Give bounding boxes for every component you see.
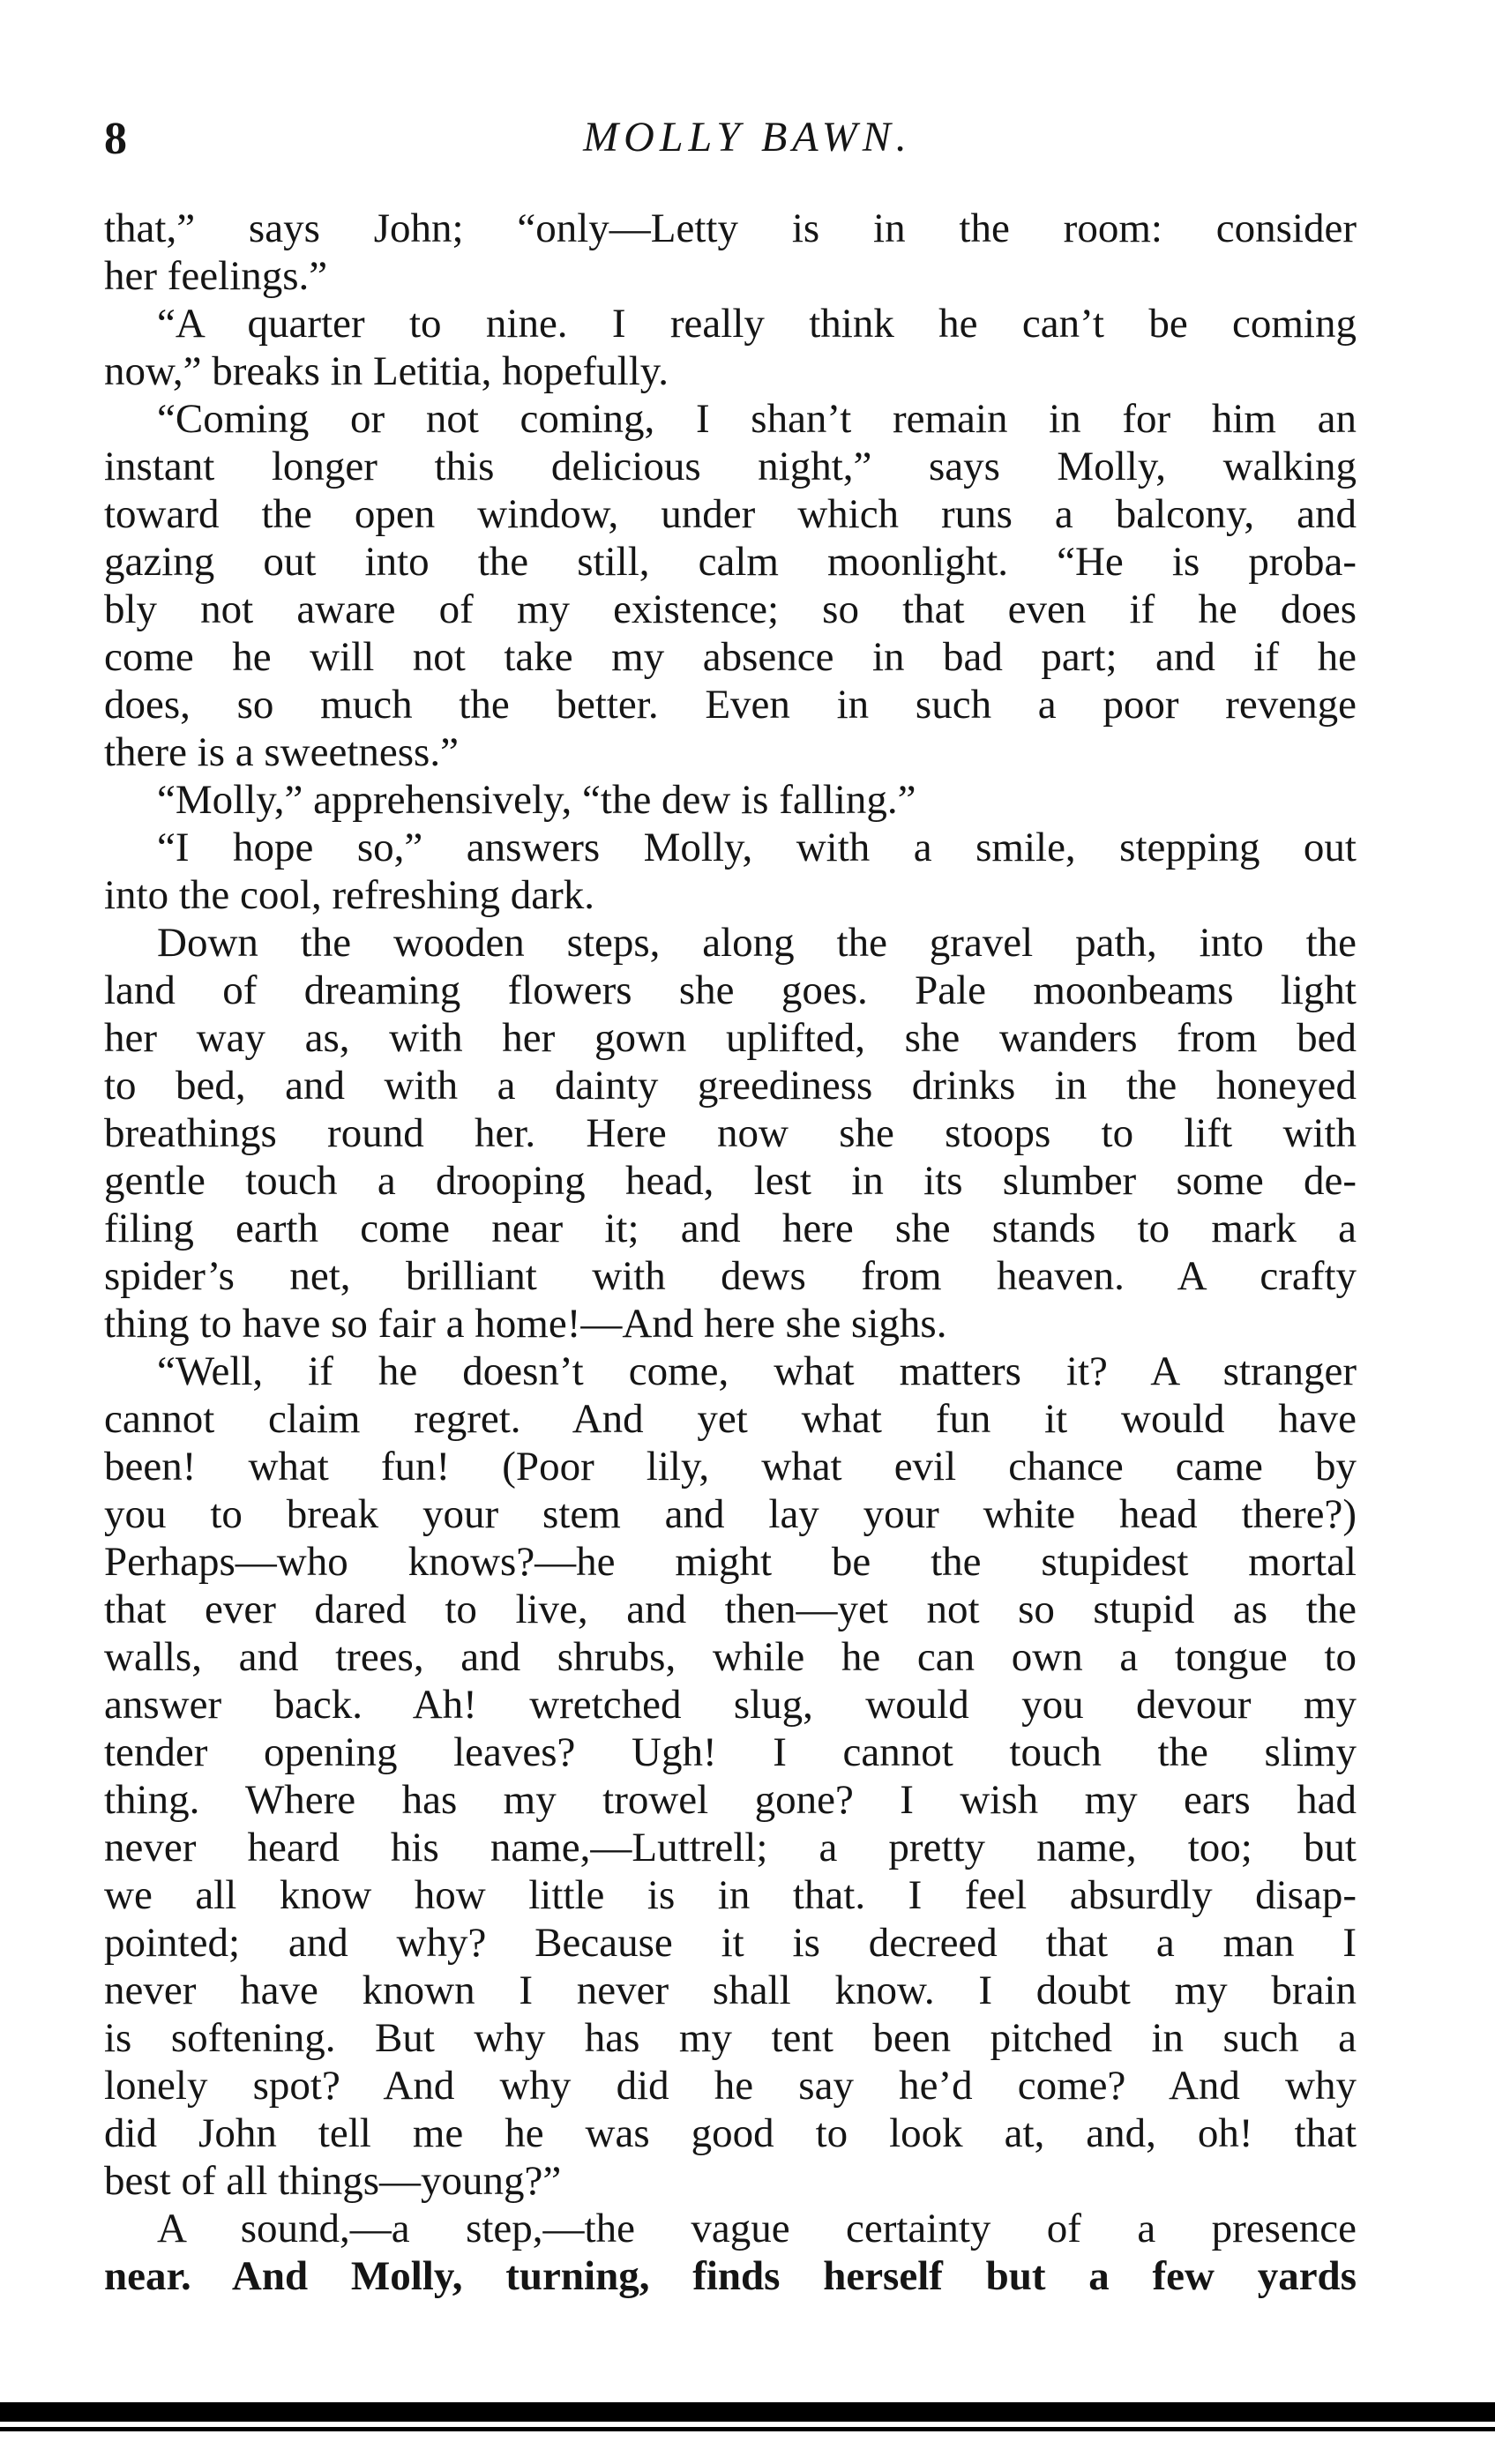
text-line: toward the open window, under which runs a balcony, and <box>104 491 1357 537</box>
text-line: bly not aware of my existence; so that even if he does <box>104 586 1357 632</box>
text-line: to bed, and with a dainty greediness drinks in the honeyed <box>104 1063 1357 1109</box>
text-line: her way as, with her gown uplifted, she wanders from bed <box>104 1015 1357 1061</box>
text-line: cannot claim regret. And yet what fun it would have <box>104 1396 1357 1442</box>
text-line: “Coming or not coming, I shan’t remain in for him an <box>157 396 1357 442</box>
text-line: answer back. Ah! wretched slug, would you devour my <box>104 1682 1357 1728</box>
text-line: breathings round her. Here now she stoops to lift with <box>104 1110 1357 1156</box>
text-line: “A quarter to nine. I really think he can’t be coming <box>157 301 1357 347</box>
text-line: “I hope so,” answers Molly, with a smile, stepping out <box>157 825 1357 870</box>
text-line: never heard his name,—Luttrell; a pretty name, too; but <box>104 1825 1357 1870</box>
text-line: there is a sweetness.” <box>104 729 459 775</box>
text-line: is softening. But why has my tent been pitched in such a <box>104 2015 1357 2061</box>
text-line: been! what fun! (Poor lily, what evil chance came by <box>104 1444 1357 1490</box>
text-line: walls, and trees, and shrubs, while he can own a tongue to <box>104 1634 1357 1680</box>
text-line: never have known I never shall know. I doubt my brain <box>104 1967 1357 2013</box>
text-line: that ever dared to live, and then—yet not so stupid as the <box>104 1587 1357 1632</box>
text-line: lonely spot? And why did he say he’d come? And why <box>104 2063 1357 2109</box>
text-line: thing. Where has my trowel gone? I wish my ears had <box>104 1777 1357 1823</box>
running-title: MOLLY BAWN. <box>583 114 912 161</box>
text-line: Perhaps—who knows?—he might be the stupidest mortal <box>104 1539 1357 1585</box>
text-line: thing to have so fair a home!—And here she sighs. <box>104 1301 947 1347</box>
text-line: you to break your stem and lay your white head there?) <box>104 1491 1357 1537</box>
text-line: now,” breaks in Letitia, hopefully. <box>104 348 669 394</box>
page-bottom-rule-thin <box>0 2427 1495 2431</box>
text-line: spider’s net, brilliant with dews from heaven. A crafty <box>104 1253 1357 1299</box>
text-line: into the cool, refreshing dark. <box>104 872 594 918</box>
text-line: “Molly,” apprehensively, “the dew is falling.” <box>157 777 916 823</box>
body-text <box>104 205 1357 2300</box>
page-bottom-rule <box>0 2402 1495 2422</box>
text-line: land of dreaming flowers she goes. Pale moonbeams light <box>104 967 1357 1013</box>
text-line: gentle touch a drooping head, lest in its slumber some de- <box>104 1158 1357 1204</box>
text-line: Down the wooden steps, along the gravel path, into the <box>157 920 1357 966</box>
text-line: we all know how little is in that. I feel absurdly disap- <box>104 1872 1357 1918</box>
text-line: pointed; and why? Because it is decreed that a man I <box>104 1920 1357 1966</box>
text-line: does, so much the better. Even in such a poor revenge <box>104 682 1357 728</box>
page-number: 8 <box>104 114 128 164</box>
text-line: A sound,—a step,—the vague certainty of a presence <box>157 2206 1357 2251</box>
text-line: that,” says John; “only—Letty is in the room: consider <box>104 205 1357 251</box>
text-line: “Well, if he doesn’t come, what matters it? A stranger <box>157 1348 1357 1394</box>
text-line: tender opening leaves? Ugh! I cannot touch the slimy <box>104 1729 1357 1775</box>
text-line: best of all things—young?” <box>104 2158 562 2204</box>
text-line: come he will not take my absence in bad part; and if he <box>104 634 1357 680</box>
text-line: gazing out into the still, calm moonlight. “He is proba- <box>104 539 1357 585</box>
text-line: instant longer this delicious night,” says Molly, walking <box>104 444 1357 489</box>
text-line: near. And Molly, turning, finds herself but a few yards <box>104 2253 1357 2299</box>
text-line: filing earth come near it; and here she stands to mark a <box>104 1206 1357 1251</box>
text-line: did John tell me he was good to look at, and, oh! that <box>104 2110 1357 2156</box>
text-line: her feelings.” <box>104 253 328 299</box>
page-header <box>0 104 1495 183</box>
